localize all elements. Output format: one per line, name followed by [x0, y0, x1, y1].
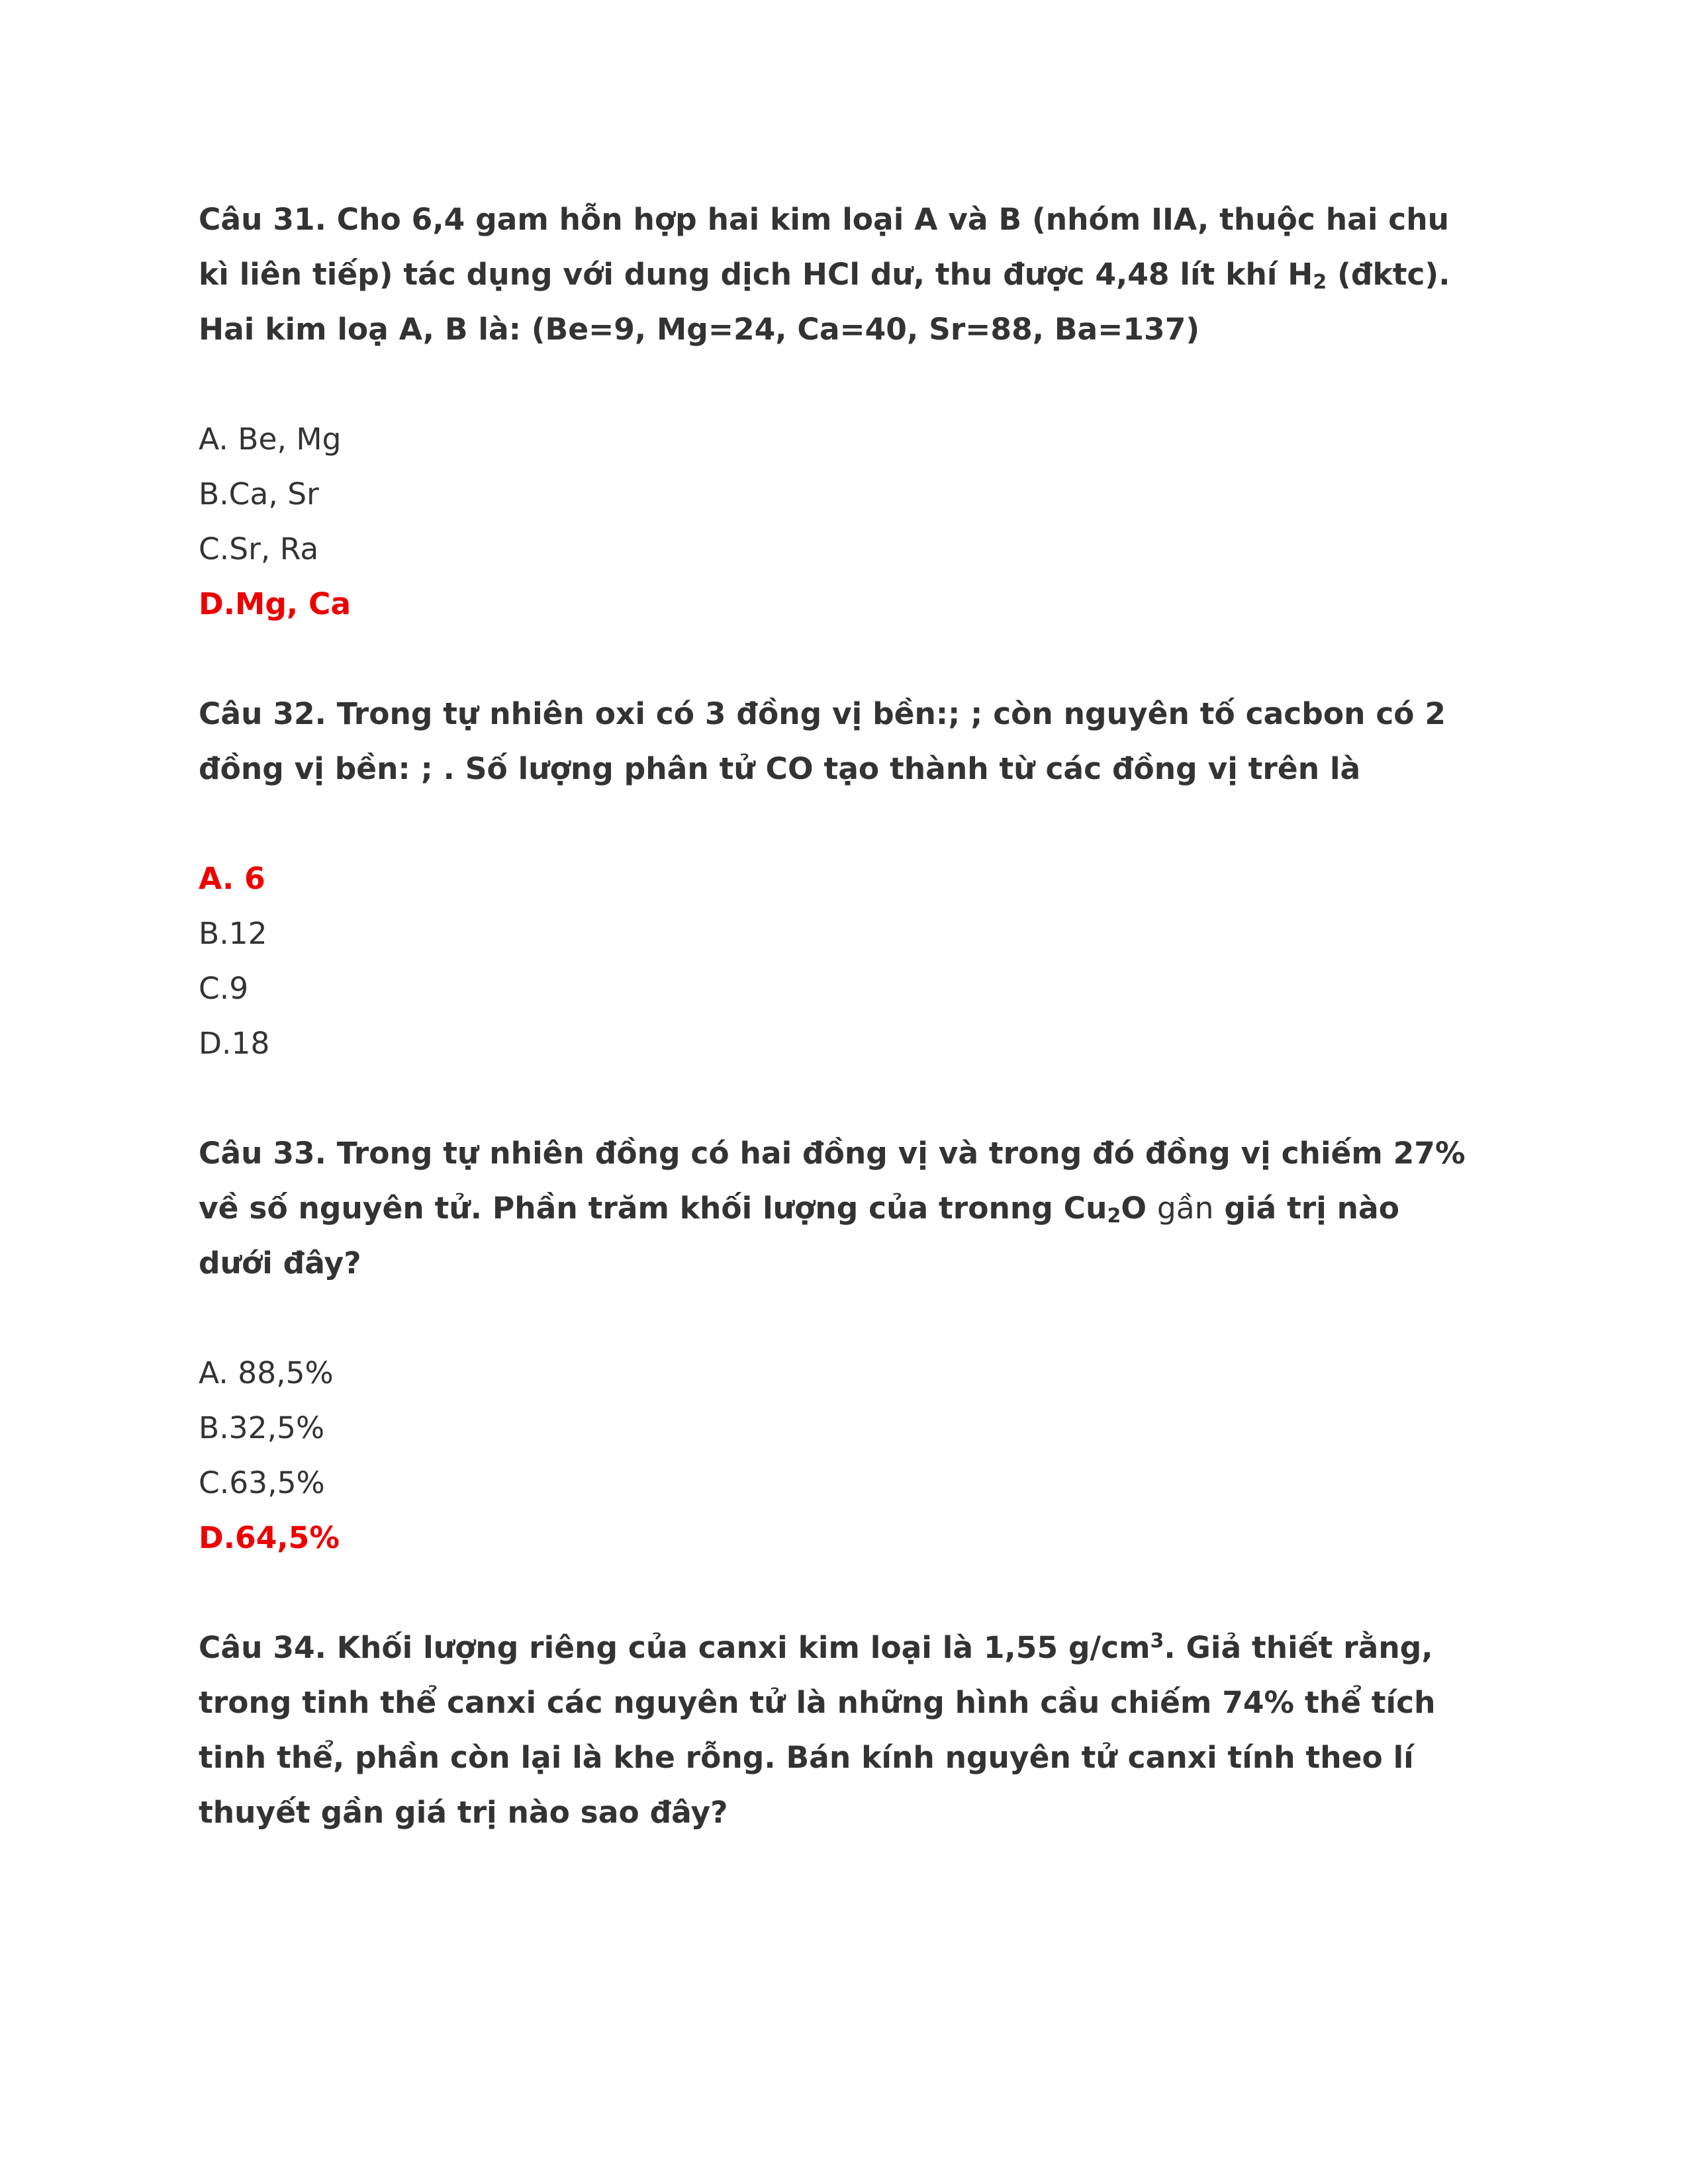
question-line: Câu 33. Trong tự nhiên đồng có hai đồng vị và trong đó đồng vị chiếm 27% [199, 1136, 1466, 1171]
options-33 [199, 1345, 1509, 1565]
question-line: trong tinh thể canxi các nguyên tử là những hình cầu chiếm 74% thể tích [199, 1685, 1436, 1720]
subscript: 2 [1313, 271, 1327, 294]
question-32 [199, 686, 1509, 796]
question-34 [199, 1620, 1509, 1840]
option-a: A. 88,5% [199, 1355, 334, 1390]
question-line: dưới đây? [199, 1246, 361, 1281]
question-line: thuyết gần giá trị nào sao đây? [199, 1795, 728, 1830]
document-page [199, 192, 1509, 1840]
option-d: D.18 [199, 1026, 270, 1061]
question-line: Hai kim loạ A, B là: (Be=9, Mg=24, Ca=40, Sr=88, Ba=137) [199, 312, 1200, 347]
question-33 [199, 1126, 1509, 1291]
option-b: B.12 [199, 916, 267, 951]
question-line: kì liên tiếp) tác dụng với dung dịch HCl dư, thu được 4,48 lít khí $H_2$ (đktc). [199, 257, 1450, 294]
question-line: Câu 31. Cho 6,4 gam hỗn hợp hai kim loại A và B (nhóm IIA, thuộc hai chu [199, 202, 1450, 237]
question-31 [199, 192, 1509, 357]
question-line: Câu 34. Khối lượng riêng của canxi kim loại là 1,55 $g/cm^3$. Giả thiết rằng, [199, 1629, 1433, 1665]
option-d-correct: D.64,5% [199, 1520, 340, 1555]
superscript: 3 [1150, 1629, 1164, 1653]
question-line: đồng vị bền: ; . Số lượng phân tử CO tạo thành từ các đồng vị trên là [199, 751, 1361, 786]
option-c: C.63,5% [199, 1465, 325, 1500]
option-c: C.9 [199, 971, 249, 1006]
subscript: 2 [1107, 1205, 1121, 1228]
question-line: Câu 32. Trong tự nhiên oxi có 3 đồng vị bền:; ; còn nguyên tố cacbon có 2 [199, 696, 1446, 731]
options-31 [199, 412, 1509, 631]
option-b: B.32,5% [199, 1410, 325, 1445]
options-32 [199, 851, 1509, 1071]
option-b: B.Ca, Sr [199, 477, 319, 512]
option-c: C.Sr, Ra [199, 531, 319, 567]
option-d-correct: D.Mg, Ca [199, 586, 352, 621]
question-line: tinh thể, phần còn lại là khe rỗng. Bán kính nguyên tử canxi tính theo lí [199, 1740, 1414, 1775]
question-line: về số nguyên tử. Phần trăm khối lượng của tronng $Cu_2O$ gần giá trị nào [199, 1191, 1400, 1228]
option-a-correct: A. 6 [199, 861, 265, 896]
option-a: A. Be, Mg [199, 422, 342, 457]
